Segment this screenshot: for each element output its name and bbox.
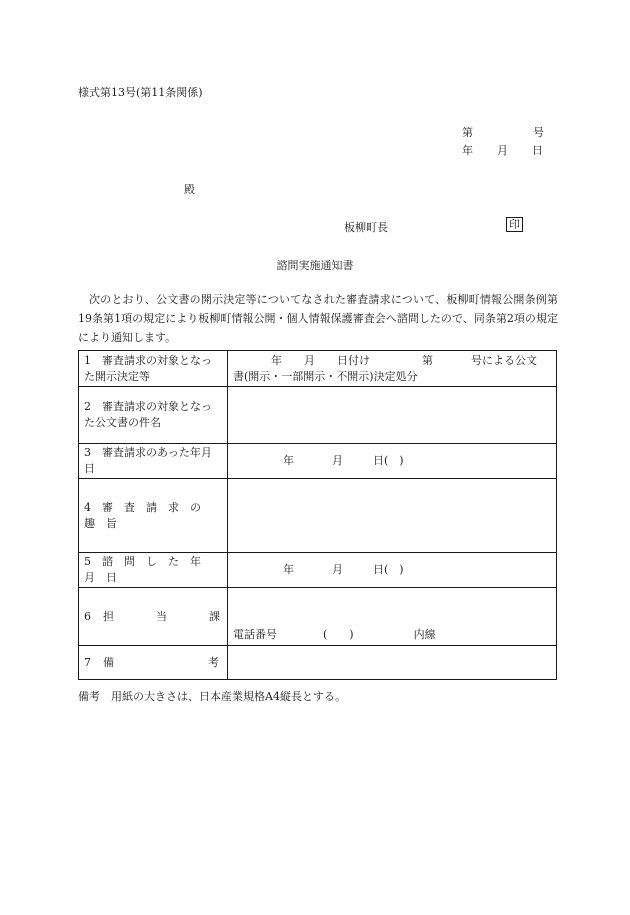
row1-value bbox=[228, 351, 557, 387]
row3-month: 月 bbox=[332, 454, 343, 467]
date-day: 日 bbox=[532, 144, 543, 157]
row1-label: 1 審査請求の対象となった開示決定等 bbox=[79, 351, 228, 387]
row2-value bbox=[228, 387, 557, 444]
phone-paren: ( ) bbox=[323, 628, 354, 641]
row1-year: 年 bbox=[271, 353, 282, 367]
row7-num: 7 bbox=[84, 655, 91, 669]
row1-line2: 書(開示・一部開示・不開示)決定処分 bbox=[233, 369, 418, 383]
row4-label: 4 審 査 請 求 の 趣 旨 bbox=[79, 479, 228, 553]
remark-note: 備考 用紙の大きさは、日本産業規格A4縦長とする。 bbox=[78, 690, 346, 703]
row6-value bbox=[228, 588, 557, 646]
sender-name: 板柳町長 bbox=[344, 221, 388, 234]
row6-label bbox=[79, 588, 228, 646]
row6-c: 課 bbox=[209, 609, 220, 623]
extension-label: 内線 bbox=[413, 628, 436, 641]
row1-day: 日付け bbox=[337, 353, 370, 367]
document-title: 諮問実施通知書 bbox=[276, 259, 354, 272]
row7-label bbox=[79, 646, 228, 680]
date-year: 年 bbox=[462, 144, 473, 157]
row3-label: 3 審査請求のあった年月日 bbox=[79, 444, 228, 479]
row2-label: 2 審査請求の対象となった公文書の件名 bbox=[79, 387, 228, 444]
row3-year: 年 bbox=[283, 454, 294, 467]
row6-a: 担 bbox=[103, 609, 114, 623]
table-row bbox=[79, 387, 557, 444]
table-row bbox=[79, 479, 557, 553]
row7-b: 考 bbox=[208, 655, 219, 669]
row3-day: 日( ) bbox=[373, 454, 404, 467]
table-row bbox=[79, 351, 557, 387]
table-row bbox=[79, 588, 557, 646]
row4-value bbox=[228, 479, 557, 553]
row1-month: 月 bbox=[304, 353, 315, 367]
row7-a: 備 bbox=[103, 655, 114, 669]
number-prefix: 第 bbox=[462, 126, 473, 139]
table-row bbox=[79, 444, 557, 479]
addressee-suffix: 殿 bbox=[184, 183, 195, 196]
document-number-line bbox=[462, 124, 544, 140]
table-row bbox=[79, 553, 557, 588]
date-month: 月 bbox=[497, 144, 508, 157]
row5-label: 5 諮 問 し た 年 月 日 bbox=[79, 553, 228, 588]
notice-table bbox=[78, 350, 557, 680]
row1-go: 号による公文 bbox=[471, 353, 537, 367]
row3-value bbox=[228, 444, 557, 479]
date-line bbox=[462, 142, 543, 158]
seal-mark: 印 bbox=[506, 217, 523, 232]
form-number: 様式第13号(第11条関係) bbox=[78, 86, 203, 99]
row5-year: 年 bbox=[283, 563, 294, 576]
row5-day: 日( ) bbox=[373, 563, 404, 576]
row1-dai: 第 bbox=[422, 353, 433, 367]
table-row bbox=[79, 646, 557, 680]
body-paragraph: 次のとおり、公文書の開示決定等についてなされた審査請求について、板柳町情報公開条例第19条第1項の規定により板柳町情報公開・個人情報保護審査会へ諮問したので、同条第2項の規定により通知します。 bbox=[78, 293, 558, 344]
row5-value bbox=[228, 553, 557, 588]
number-suffix: 号 bbox=[533, 126, 544, 139]
row7-value bbox=[228, 646, 557, 680]
row5-month: 月 bbox=[332, 563, 343, 576]
row6-b: 当 bbox=[156, 609, 167, 623]
phone-label: 電話番号 bbox=[233, 628, 277, 641]
row6-num: 6 bbox=[84, 609, 91, 623]
